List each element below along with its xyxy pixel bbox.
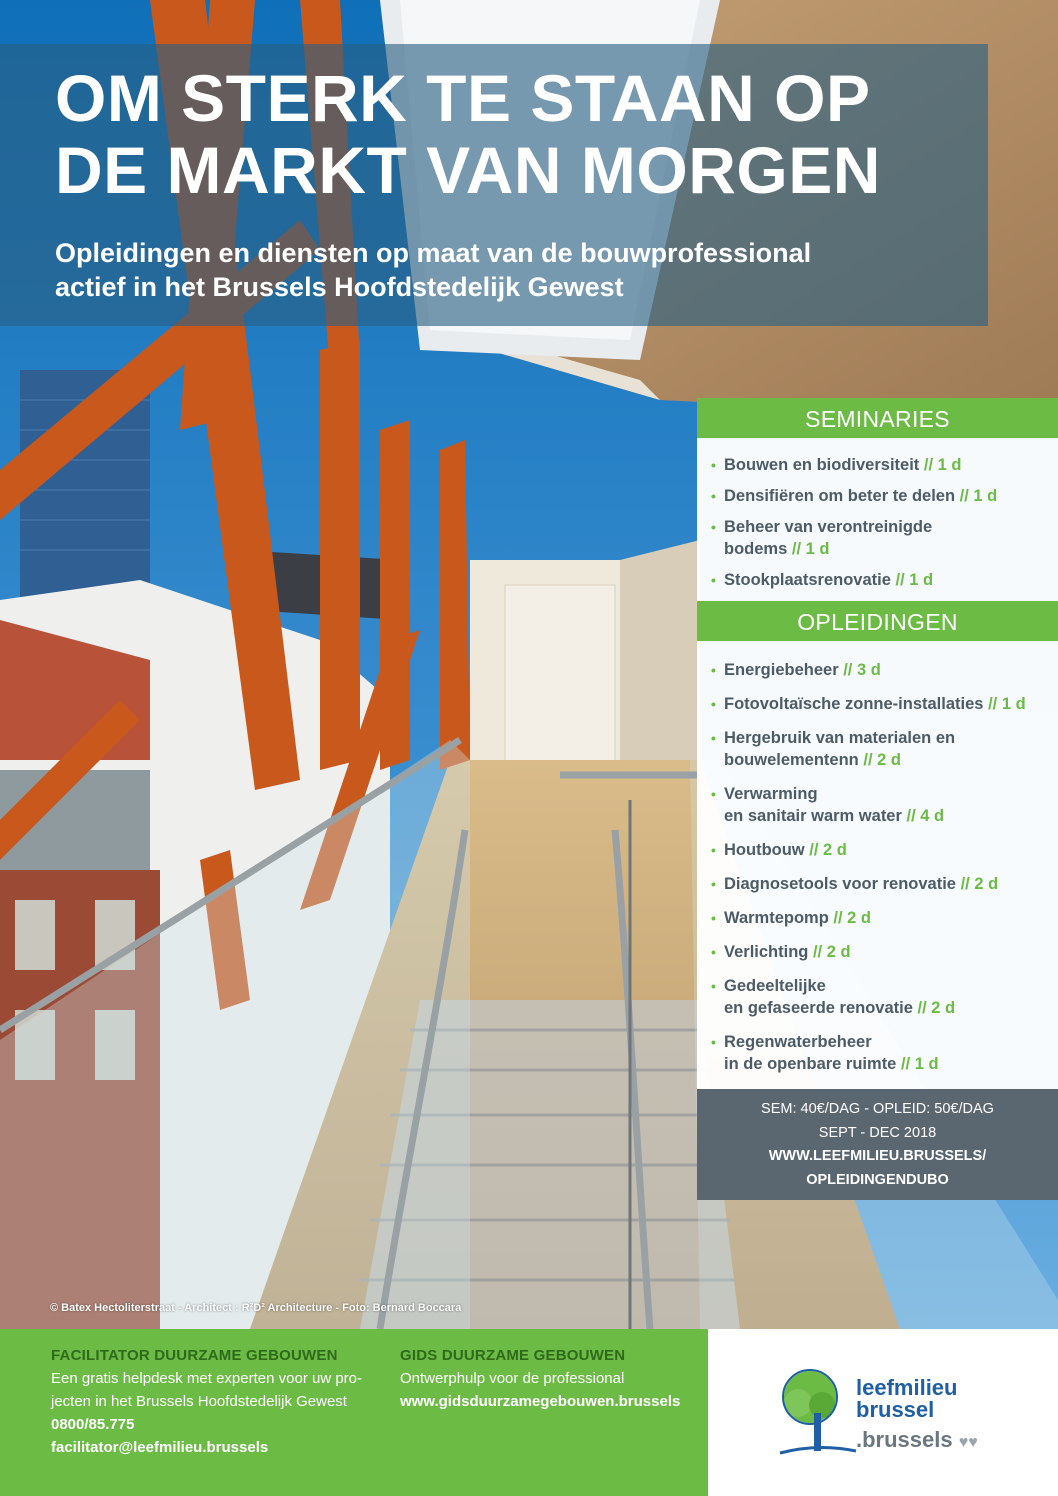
course-title: Stookplaatsrenovatie — [724, 571, 896, 589]
course-line — [724, 941, 1050, 963]
price-info-box — [697, 1089, 1058, 1200]
training-item — [697, 941, 1058, 963]
subheadline-line: Opleidingen en diensten op maat van de bouwprofessional — [55, 238, 812, 268]
course-title: Bouwen en biodiversiteit — [724, 456, 924, 474]
seminaries-list — [697, 438, 1058, 601]
training-item — [697, 975, 1058, 1019]
course-line — [724, 693, 1050, 715]
guide-description: Ontwerphulp voor de professional — [400, 1370, 625, 1387]
info-url-line[interactable]: WWW.LEEFMILIEU.BRUSSELS/ — [768, 1148, 987, 1164]
course-duration: // 1 d — [895, 571, 934, 589]
logo-line: leefmilieu — [856, 1375, 958, 1400]
course-title: Warmtepomp — [724, 909, 834, 927]
course-title: Houtbouw — [724, 841, 810, 859]
guide-title: GIDS DUURZAME GEBOUWEN — [400, 1347, 626, 1364]
photo-credit: © Batex Hectoliterstraat - Architect : R²D² Architecture - Foto: Bernard Boccara — [50, 1302, 462, 1314]
logo-domain-text: .brussels — [856, 1427, 953, 1452]
course-title: Verlichting — [724, 943, 813, 961]
logo-wordmark — [856, 1377, 957, 1421]
course-line — [724, 538, 1050, 560]
seminaries-header: SEMINARIES — [697, 398, 1058, 438]
course-line — [724, 1053, 1050, 1075]
course-panel — [697, 398, 1058, 1200]
course-duration: // 1 d — [923, 456, 962, 474]
course-title: en sanitair warm water — [724, 807, 907, 825]
seminar-item — [697, 454, 1058, 476]
subheadline — [55, 236, 811, 304]
training-item — [697, 783, 1058, 827]
course-duration: // 1 d — [959, 487, 998, 505]
logo-line: brussel — [856, 1397, 935, 1422]
course-duration: // 2 d — [812, 943, 851, 961]
headline-line: DE MARKT VAN MORGEN — [55, 133, 881, 207]
course-line — [724, 805, 1050, 827]
course-line — [724, 839, 1050, 861]
headline — [55, 62, 881, 206]
seminar-item — [697, 485, 1058, 507]
tree-logo-icon — [778, 1369, 858, 1459]
seminar-item — [697, 516, 1058, 560]
training-item — [697, 659, 1058, 681]
course-line — [724, 997, 1050, 1019]
facilitator-description: jecten in het Brussels Hoofdstedelijk Gewest — [51, 1393, 347, 1410]
training-item — [697, 907, 1058, 929]
course-title: Diagnosetools voor renovatie — [724, 875, 961, 893]
course-title: Energiebeheer — [724, 661, 844, 679]
course-duration: // 1 d — [988, 695, 1026, 713]
guide-column — [400, 1344, 680, 1413]
facilitator-title: FACILITATOR DUURZAME GEBOUWEN — [51, 1347, 338, 1364]
course-line: • Hergebruik van materialen en — [724, 729, 956, 747]
facilitator-column — [51, 1344, 362, 1459]
course-duration: // 2 d — [809, 841, 847, 859]
facilitator-description: Een gratis helpdesk met experten voor uw pro- — [51, 1370, 362, 1387]
training-item — [697, 1031, 1058, 1075]
course-title: in de openbare ruimte — [724, 1055, 901, 1073]
course-duration: // 2 d — [863, 751, 901, 769]
course-duration: // 2 d — [917, 999, 956, 1017]
training-item — [697, 873, 1058, 895]
footer-green-panel — [0, 1329, 708, 1496]
course-line — [724, 873, 1050, 895]
course-duration: // 4 d — [906, 807, 945, 825]
training-item — [697, 693, 1058, 715]
training-item — [697, 839, 1058, 861]
hearts-icon: ♥♥ — [958, 1434, 978, 1451]
leefmilieu-logo — [778, 1369, 1028, 1469]
course-line: • Verwarming — [724, 785, 818, 803]
course-line: • Gedeeltelijke — [724, 977, 826, 995]
price-text: SEM: 40€/DAG - OPLEID: 50€/DAG — [761, 1101, 994, 1117]
course-line — [724, 749, 1050, 771]
course-duration: // 1 d — [791, 540, 830, 558]
course-line — [724, 569, 1050, 591]
course-line — [724, 659, 1050, 681]
course-line: • Regenwaterbeheer — [724, 1033, 872, 1051]
course-line — [724, 454, 1050, 476]
course-title: en gefaseerde renovatie — [724, 999, 918, 1017]
course-line — [724, 907, 1050, 929]
course-title: bodems — [724, 540, 792, 558]
course-line — [724, 485, 1050, 507]
logo-domain — [856, 1427, 978, 1453]
facilitator-phone[interactable]: 0800/85.775 — [51, 1416, 135, 1433]
course-line: • Beheer van verontreinigde — [724, 518, 933, 536]
info-url-line[interactable]: OPLEIDINGENDUBO — [806, 1171, 949, 1188]
opleidingen-list — [697, 641, 1058, 1089]
facilitator-email[interactable]: facilitator@leefmilieu.brussels — [51, 1439, 269, 1456]
seminar-item — [697, 569, 1058, 591]
guide-url[interactable]: www.gidsduurzamegebouwen.brussels — [400, 1393, 681, 1410]
course-duration: // 3 d — [843, 661, 881, 679]
course-title: Fotovoltaïsche zonne-installaties — [724, 695, 989, 713]
footer-logo-panel — [708, 1329, 1058, 1496]
subheadline-line: actief in het Brussels Hoofdstedelijk Gewest — [55, 272, 624, 302]
course-duration: // 1 d — [900, 1055, 939, 1073]
course-title: bouwelementenn — [724, 751, 864, 769]
course-duration: // 2 d — [833, 909, 871, 927]
training-item — [697, 727, 1058, 771]
period-text: SEPT - DEC 2018 — [818, 1124, 937, 1141]
headline-line: OM STERK TE STAAN OP — [55, 61, 871, 135]
course-title: Densifiëren om beter te delen — [724, 487, 960, 505]
course-duration: // 2 d — [960, 875, 999, 893]
opleidingen-header: OPLEIDINGEN — [697, 601, 1058, 641]
